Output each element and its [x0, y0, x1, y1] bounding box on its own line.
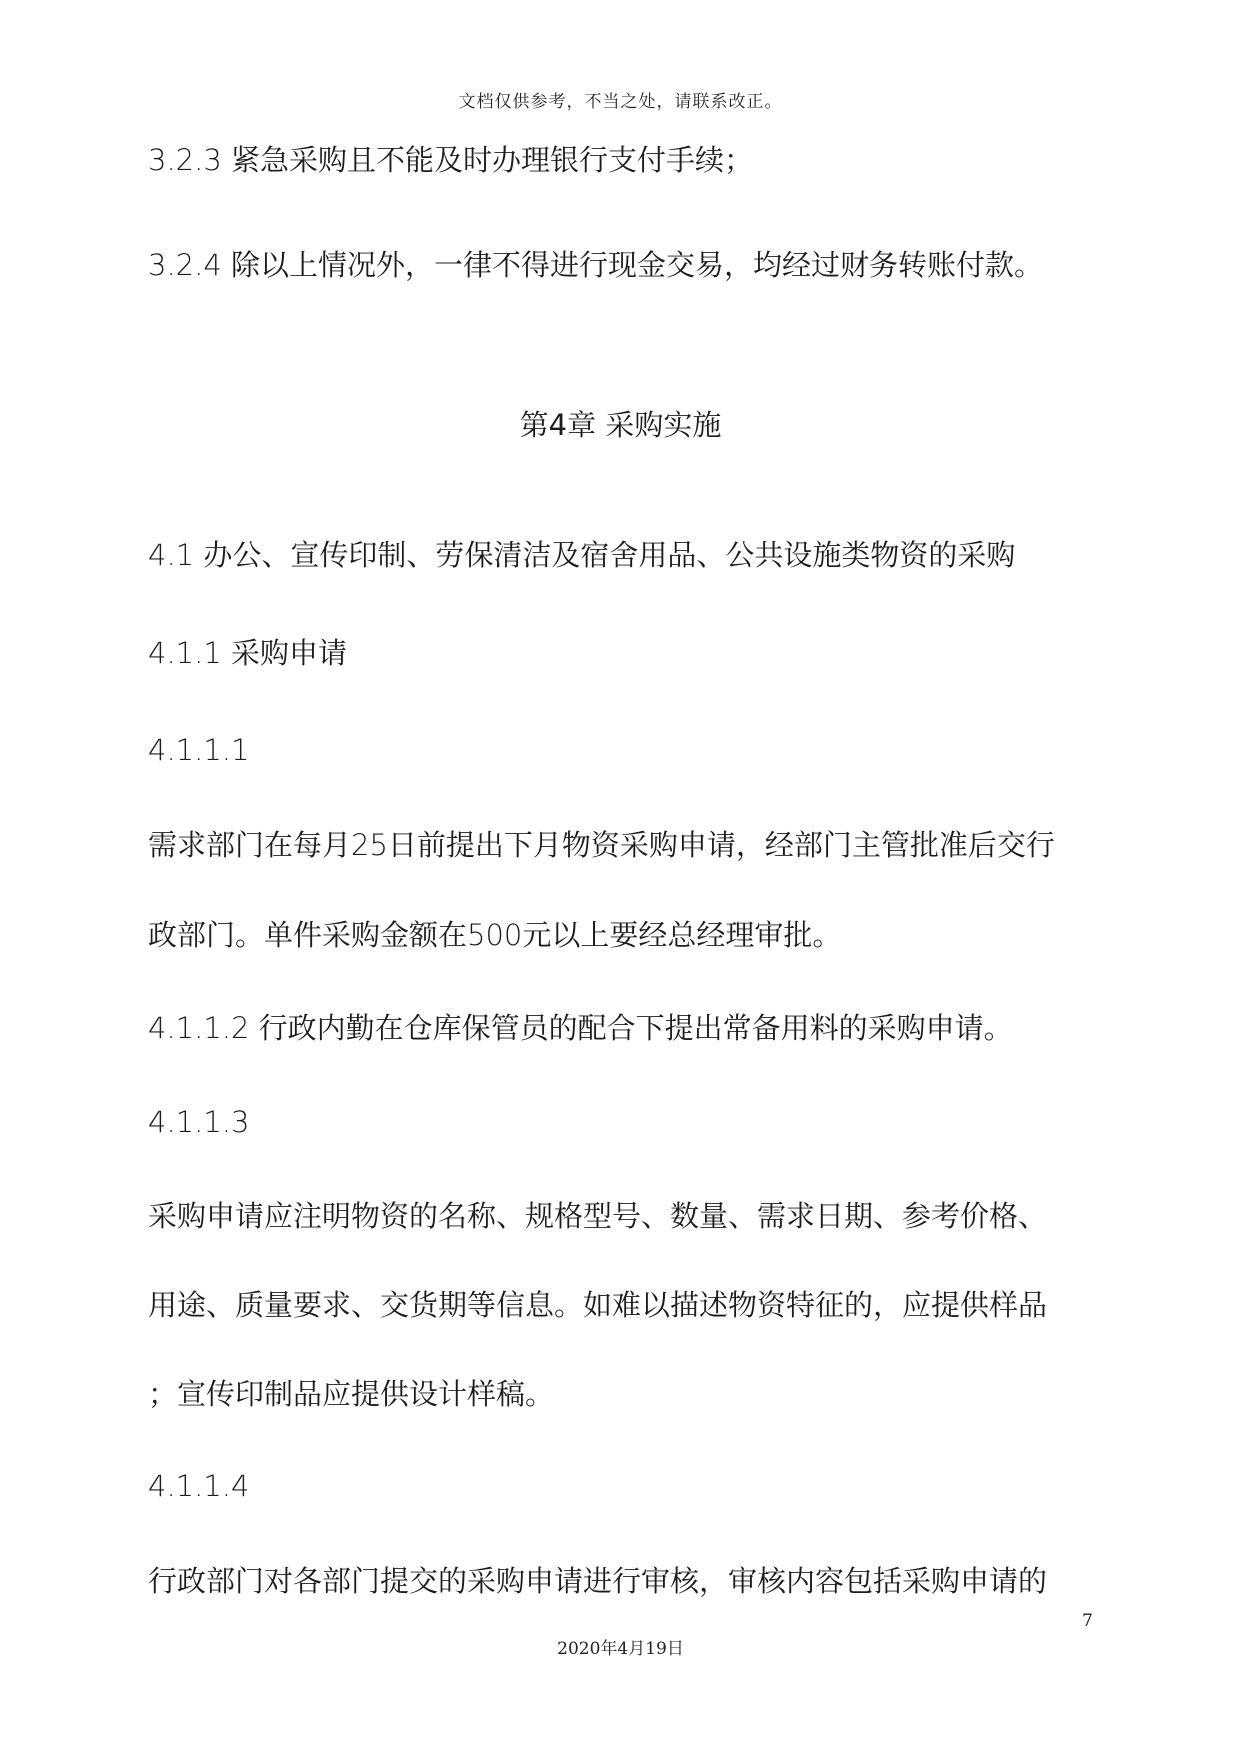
clause-3-2-3: 3.2.3 紧急采购且不能及时办理银行支付手续； [148, 143, 754, 177]
clause-4-1-1-2: 4.1.1.2 行政内勤在仓库保管员的配合下提出常备用料的采购申请。 [148, 1011, 1013, 1045]
clause-4-1-1-1-text-line-1: 需求部门在每月25日前提出下月物资采购申请，经部门主管批准后交行 [148, 828, 1055, 862]
clause-3-2-4: 3.2.4 除以上情况外，一律不得进行现金交易，均经过财务转账付款。 [148, 248, 1044, 282]
header-disclaimer: 文档仅供参考，不当之处，请联系改正。 [458, 92, 783, 112]
clause-4-1-1-3-text-line-1: 采购申请应注明物资的名称、规格型号、数量、需求日期、参考价格、 [148, 1199, 1048, 1233]
clause-4-1-1-4-number: 4.1.1.4 [148, 1469, 250, 1503]
clause-4-1-1-1-text-line-2: 政部门。单件采购金额在500元以上要经总经理审批。 [148, 918, 842, 952]
section-4-1-1: 4.1.1 采购申请 [148, 636, 348, 670]
chapter-title: 第4章 采购实施 [519, 408, 722, 442]
clause-4-1-1-3-number: 4.1.1.3 [148, 1105, 250, 1139]
clause-4-1-1-3-text-line-2: 用途、质量要求、交货期等信息。如难以描述物资特征的，应提供样品 [148, 1288, 1048, 1322]
section-4-1: 4.1 办公、宣传印制、劳保清洁及宿舍用品、公共设施类物资的采购 [148, 538, 1016, 572]
clause-4-1-1-4-text-line-1: 行政部门对各部门提交的采购申请进行审核，审核内容包括采购申请的 [148, 1564, 1048, 1598]
footer-date: 2020年4月19日 [557, 1639, 684, 1659]
page-number: 7 [1082, 1611, 1093, 1631]
clause-4-1-1-1-number: 4.1.1.1 [148, 733, 250, 767]
clause-4-1-1-3-text-line-3: ；宣传印制品应提供设计样稿。 [148, 1377, 555, 1411]
